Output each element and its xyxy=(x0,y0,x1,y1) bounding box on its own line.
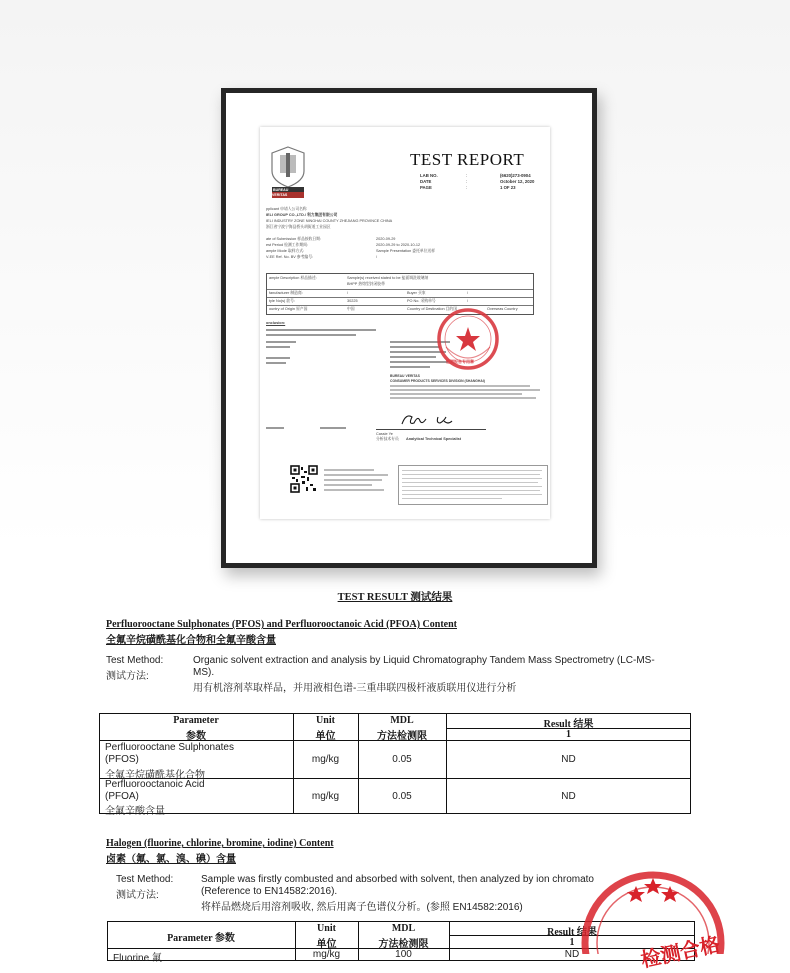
signer-name: Cassie Ye xyxy=(376,432,393,436)
conclusion-label: onclusion: xyxy=(266,321,286,325)
method-text-2: (Reference to EN14582:2016). xyxy=(201,886,338,897)
pass-stamp-text: 检测合格 xyxy=(638,931,722,973)
method-text-cn: 将样品燃烧后用溶剂吸收, 然后用离子色谱仪分析。(参照 EN14582:2016) xyxy=(201,902,523,913)
col-parameter: Parameter 参数 xyxy=(167,933,235,944)
row-unit: mg/kg xyxy=(311,754,340,765)
applicant-label: pplicant 申请人公司名称 xyxy=(266,207,307,211)
signature-icon xyxy=(398,411,468,429)
certificate-sheet xyxy=(260,127,550,519)
halogen-section-title-cn: 卤素（氟、氯、溴、碘）含量 xyxy=(106,854,236,865)
row-param: Fluorine 氟 xyxy=(113,953,162,964)
signer-title-cn: 分析技术专员 xyxy=(376,437,399,441)
pfos-section-title-cn: 全氟辛烷磺酰基化合物和全氟辛酸含量 xyxy=(106,635,276,646)
qr-code-icon xyxy=(290,465,318,493)
col-parameter-cn: 参数 xyxy=(186,731,206,742)
row-param-abbr: (PFOS) xyxy=(105,754,139,765)
seal-text: 检测报告专用章 xyxy=(446,359,474,364)
pfos-section-title: Perfluorooctane Sulphonates (PFOS) and Perfluorooctanoic Acid (PFOA) Content xyxy=(106,619,457,630)
row-mdl: 100 xyxy=(395,949,412,960)
col-mdl-cn: 方法检测限 xyxy=(377,731,427,742)
meta-row: LAB NO. : (6620)273-0904 xyxy=(420,173,531,178)
meta-row: DATE : October 12, 2020 xyxy=(420,179,535,184)
col-mdl: MDL xyxy=(391,923,416,934)
desc-label: ample Description 样品描述: xyxy=(269,276,317,280)
sample-mode: Sample Presentation 委托单位送样 xyxy=(376,249,436,253)
company-address-cn: 浙江省宁波宁海县桥头胡街道工业园区 xyxy=(266,225,331,229)
test-period-label: est Period 检测工作期间: xyxy=(266,243,308,247)
col-unit: Unit xyxy=(316,715,335,726)
desc-value: Sample(s) received stated to be 盐面调洗玻璃纳 xyxy=(347,276,429,280)
ref-value: / xyxy=(376,255,378,259)
col-unit-cn: 单位 xyxy=(316,939,337,950)
test-result-heading: TEST RESULT 测试结果 xyxy=(337,592,453,603)
certificate-frame xyxy=(221,88,597,568)
col-result: Result 结果 xyxy=(547,927,597,938)
style-value: 30225 xyxy=(347,299,358,303)
col-parameter: Parameter xyxy=(173,715,219,726)
row-param: Perfluorooctane Sulphonates xyxy=(105,742,234,753)
method-label-cn: 测试方法: xyxy=(116,890,159,901)
col-mdl-cn: 方法检测限 xyxy=(378,939,429,950)
po-value: / xyxy=(467,299,469,303)
row-param-cn: 全氟辛烷磺酰基化合物 xyxy=(105,770,205,781)
submission-label: ate of Submission 样品接收日期: xyxy=(266,237,322,241)
col-mdl: MDL xyxy=(390,715,414,726)
ref-label: V-EE Ref. No. BV 参考编号: xyxy=(266,255,314,259)
meta-row: PAGE : 1 OF 23 xyxy=(420,185,516,190)
test-period: 2020-09-29 to 2020-10-12 xyxy=(376,243,421,247)
row-param: Perfluorooctanoic Acid xyxy=(105,779,205,790)
row-param-cn: 全氟辛酸含量 xyxy=(105,806,165,817)
manufacturer-value: / xyxy=(347,291,349,295)
row-result: ND xyxy=(564,949,580,960)
po-label: PO No. 采购单号 xyxy=(407,299,436,303)
sample-mode-label: ample Mode 取样方式: xyxy=(266,249,305,253)
destination-value: Overseas Country xyxy=(487,307,518,311)
col-unit: Unit xyxy=(317,923,336,934)
frame-mat xyxy=(234,101,584,555)
row-mdl: 0.05 xyxy=(392,791,412,802)
submission-date: 2020-09-29 xyxy=(376,237,396,241)
method-text-cn: 用有机溶剂萃取样品，并用液相色谱-三重串联四极杆液质联用仪进行分析 xyxy=(193,683,517,694)
method-label: Test Method: xyxy=(116,874,174,885)
certificate-title: TEST REPORT xyxy=(410,150,525,169)
company-name: IELI GROUP CO.,LTD./ 利力集团有限公司 xyxy=(266,213,338,217)
halogen-section-title: Halogen (fluorine, chlorine, bromine, iodine) Content xyxy=(106,838,334,849)
origin-label: ountry of Origin 原产国 xyxy=(269,307,308,311)
company-block-2: CONSUMER PRODUCTS SERVICES DIVISION (SHANGHAI) xyxy=(390,379,485,383)
method-text-2: MS). xyxy=(193,667,215,678)
method-label-cn: 测试方法: xyxy=(106,671,149,682)
company-address-en: IELI INDUSTRY ZONE NINGHAI COUNTY ZHEJIANG PROVINCE CHINA xyxy=(266,219,393,223)
row-result: ND xyxy=(561,791,576,802)
signer-title-en: Analytical Technical Specialist xyxy=(406,437,462,441)
method-label: Test Method: xyxy=(106,655,164,666)
destination-label: Country of Destination 目的国 xyxy=(407,307,458,311)
buyer-label: Buyer 买家 xyxy=(407,291,426,295)
row-mdl: 0.05 xyxy=(392,754,412,765)
row-param-abbr: (PFOA) xyxy=(105,791,139,802)
col-unit-cn: 单位 xyxy=(315,731,336,742)
col-result-sample: 1 xyxy=(566,729,571,740)
company-block: BUREAU VERITAS xyxy=(390,374,420,378)
logo-brand-bottom: VERITAS xyxy=(272,193,288,197)
buyer-value: / xyxy=(467,291,469,295)
col-result: Result 结果 xyxy=(543,719,594,730)
logo-brand-top: BUREAU xyxy=(273,188,289,192)
row-result: ND xyxy=(561,754,576,765)
row-unit: mg/kg xyxy=(312,949,341,960)
origin-value: 中国 xyxy=(347,307,355,311)
method-text: Organic solvent extraction and analysis by Liquid Chromatography Tandem Mass Spectrometry (LC-MS- xyxy=(193,655,655,666)
row-unit: mg/kg xyxy=(311,791,340,802)
col-result-sample: 1 xyxy=(569,937,575,948)
manufacturer-label: fanufacturer 制造商: xyxy=(269,291,303,295)
desc-value-2: BHPP 热熔型封闭胶带 xyxy=(347,282,385,286)
style-label: tyle No(s) 款号: xyxy=(269,299,295,303)
method-text: Sample was firstly combusted and absorbed with solvent, then analyzed by ion chromato xyxy=(201,874,594,885)
disclaimer-box xyxy=(398,465,548,505)
